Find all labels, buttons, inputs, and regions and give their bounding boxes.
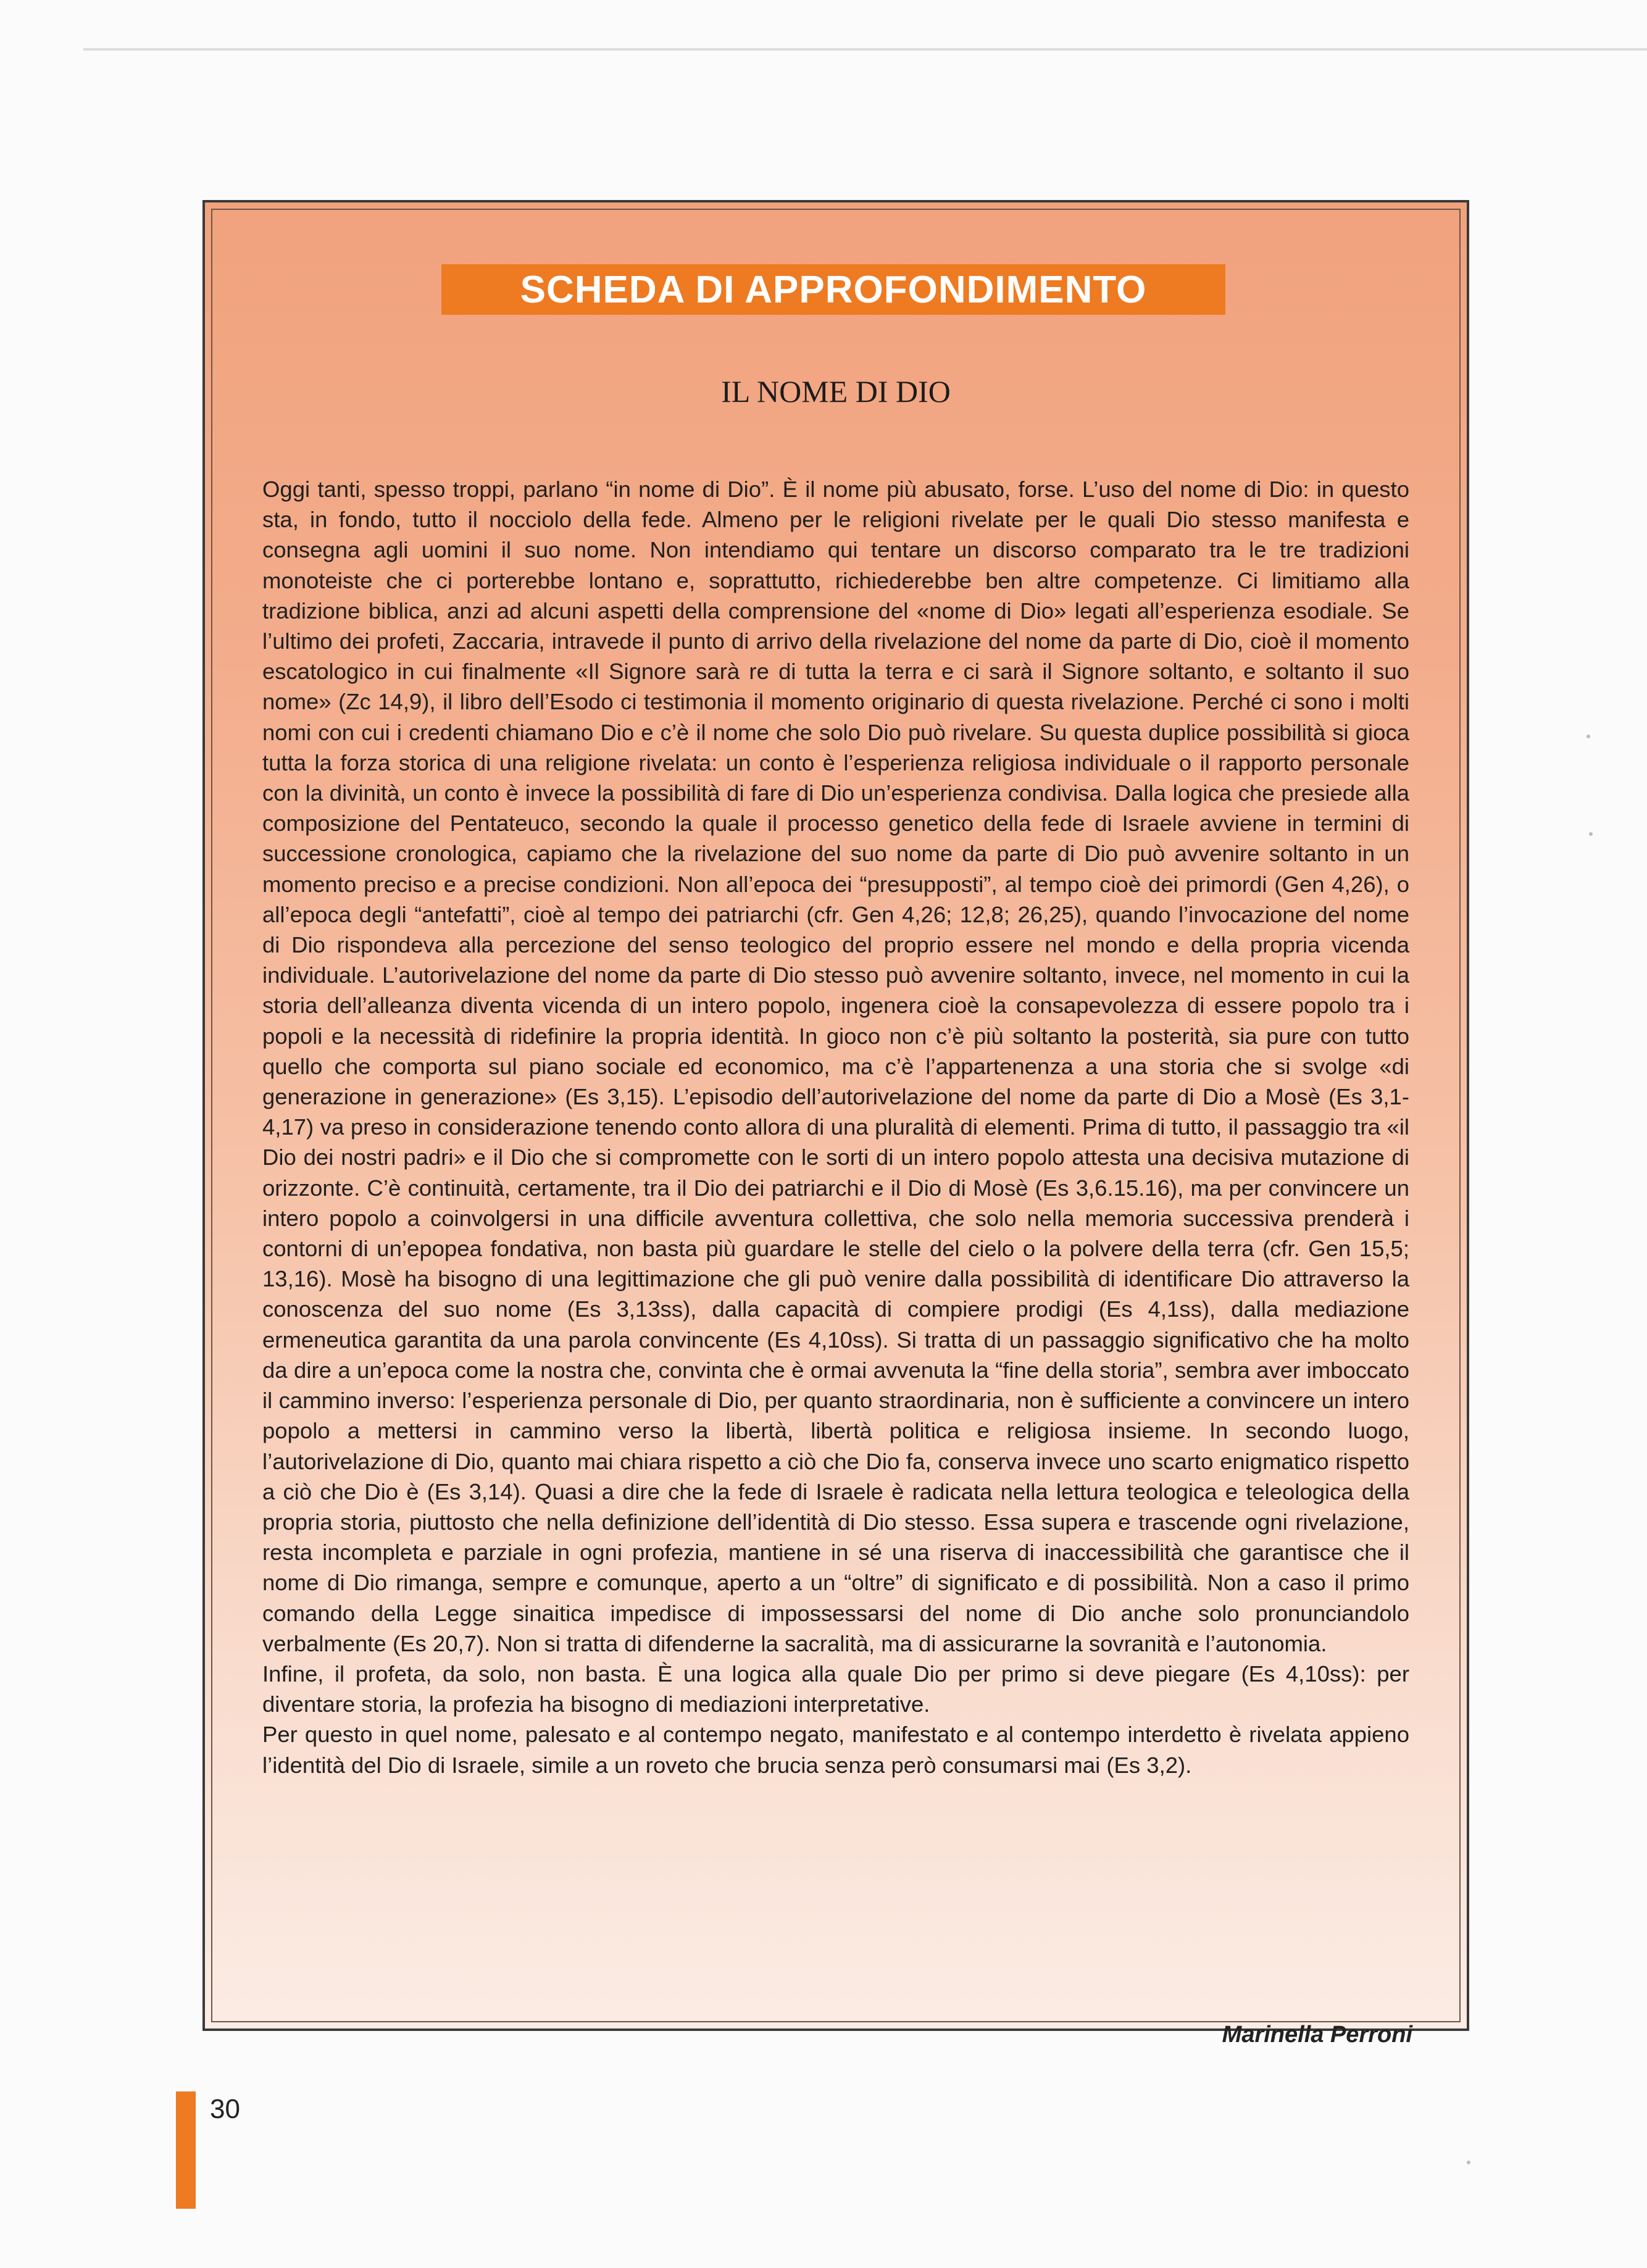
- author-signature: Marinella Perroni: [1222, 2022, 1412, 2048]
- paragraph-third: Per questo in quel nome, palesato e al contempo negato, manifestato e al contempo interdetto è rivelata appieno l’identità del Dio di Israele, simile a un roveto che brucia senza però consumarsi mai (Es 3,2).: [262, 1722, 1409, 1778]
- article-title: IL NOME DI DIO: [721, 374, 951, 409]
- page-number: 30: [210, 2094, 240, 2124]
- page-number-accent-bar: [176, 2091, 196, 2209]
- scan-speck: [1467, 2161, 1470, 2164]
- scan-speck: [1589, 832, 1593, 836]
- paragraph-main: Oggi tanti, spesso troppi, parlano “in nome di Dio”. È il nome più abusato, forse. L’uso del nome di Dio: in questo sta, in fondo, tutto il nocciolo della fede. Almeno per le religioni rivelate per le quali Dio stesso manifesta e consegna agli uomini il suo nome. Non intendiamo qui tentare un discorso comparato tra le tre tradizioni monoteiste che ci porterebbe lontano e, soprattutto, richiederebbe ben altre competenze. Ci limitiamo alla tradizione biblica, anzi ad alcuni aspetti della comprensione del «nome di Dio» legati all’esperienza esodiale. Se l’ultimo dei profeti, Zaccaria, intravede il punto di arrivo della rivelazione del nome da parte di Dio, cioè il momento escatologico in cui finalmente «Il Signore sarà re di tutta la terra e ci sarà il Signore soltanto, e soltanto il suo nome» (Zc 14,9), il libro dell’Esodo ci testimonia il momento originario di questa rivelazione. Perché ci sono i molti nomi con cui i credenti chiamano Dio e c’è il nome che solo Dio può rivelare. Su questa duplice possibilità si gioca tutta la forza storica di una religione rivelata: un conto è l’esperienza religiosa individuale o il rapporto personale con la divinità, un conto è invece la possibilità di fare di Dio un’esperienza condivisa. Dalla logica che presiede alla composizione del Pentateuco, secondo la quale il processo genetico della fede di Israele avviene in termini di successione cronologica, capiamo che la rivelazione del suo nome da parte di Dio può avvenire soltanto in un momento preciso e a precise condizioni. Non all’epoca dei “presupposti”, al tempo cioè dei primordi (Gen 4,26), o all’epoca degli “antefatti”, cioè al tempo dei patriarchi (cfr. Gen 4,26; 12,8; 26,25), quando l’invocazione del nome di Dio rispondeva alla percezione del senso teologico del proprio essere nel mondo e della propria vicenda individuale. L’autorivelazione del nome da parte di Dio stesso può avvenire soltanto, invece, nel momento in cui la storia dell’alleanza diventa vicenda di un intero popolo, ingenera cioè la consapevolezza di essere popolo tra i popoli e la necessità di ridefinire la propria identità. In gioco non c’è più soltanto la posterità, sia pure con tutto quello che comporta sul piano sociale ed economico, ma c’è l’appartenenza a una storia che si svolge «di generazione in generazione» (Es 3,15). L’episodio dell’autorivelazione del nome da parte di Dio a Mosè (Es 3,1-4,17) va preso in considerazione tenendo conto allora di una pluralità di elementi. Prima di tutto, il passaggio tra «il Dio dei nostri padri» e il Dio che si compromette con le sorti di un intero popolo attesta una decisiva mutazione di orizzonte. C’è continuità, certamente, tra il Dio dei patriarchi e il Dio di Mosè (Es 3,6.15.16), ma per convincere un intero popolo a coinvolgersi in una difficile avventura collettiva, che solo nella memoria successiva prenderà i contorni di un’epopea fondativa, non basta più guardare le stelle del cielo o la polvere della terra (cfr. Gen 15,5; 13,16). Mosè ha bisogno di una legittimazione che gli può venire dalla possibilità di identificare Dio attraverso la conoscenza del suo nome (Es 3,13ss), dalla capacità di compiere prodigi (Es 4,1ss), dalla mediazione ermeneutica garantita da una parola convincente (Es 4,10ss). Si tratta di un passaggio significativo che ha molto da dire a un’epoca come la nostra che, convinta che è ormai avvenuta la “fine della storia”, sembra aver imboccato il cammino inverso: l’esperienza personale di Dio, per quanto straordinaria, non è sufficiente a convincere un intero popolo a mettersi in cammino verso la libertà, libertà politica e religiosa insieme. In secondo luogo, l’autorivelazione di Dio, quanto mai chiara rispetto a ciò che Dio fa, conserva invece uno scarto enigmatico rispetto a ciò che Dio è (Es 3,14). Quasi a dire che la fede di Israele è radicata nella lettura teologica e teleologica della propria storia, piuttosto che nella definizione dell’identità di Dio stesso. Essa supera e trascende ogni rivelazione, resta incompleta e parziale in ogni profezia, mantiene in sé una riserva di inaccessibilità che garantisce che il nome di Dio rimanga, sempre e comunque, aperto a un “oltre” di significato e di possibilità. Non a caso il primo comando della Legge sinaitica impedisce di impossessarsi del nome di Dio anche solo pronunciandolo verbalmente (Es 20,7). Non si tratta di difenderne la sacralità, ma di assicurarne la sovranità e l’autonomia.: [262, 477, 1409, 1656]
- section-banner: SCHEDA DI APPROFONDIMENTO: [441, 264, 1225, 315]
- page-edge: [83, 48, 1647, 51]
- paragraph-second: Infine, il profeta, da solo, non basta. È una logica alla quale Dio per primo si deve piegare (Es 4,10ss): per diventare storia, la profezia ha bisogno di mediazioni interpretative.: [262, 1661, 1409, 1717]
- article-body: [262, 474, 1409, 1780]
- scan-speck: [1587, 735, 1590, 738]
